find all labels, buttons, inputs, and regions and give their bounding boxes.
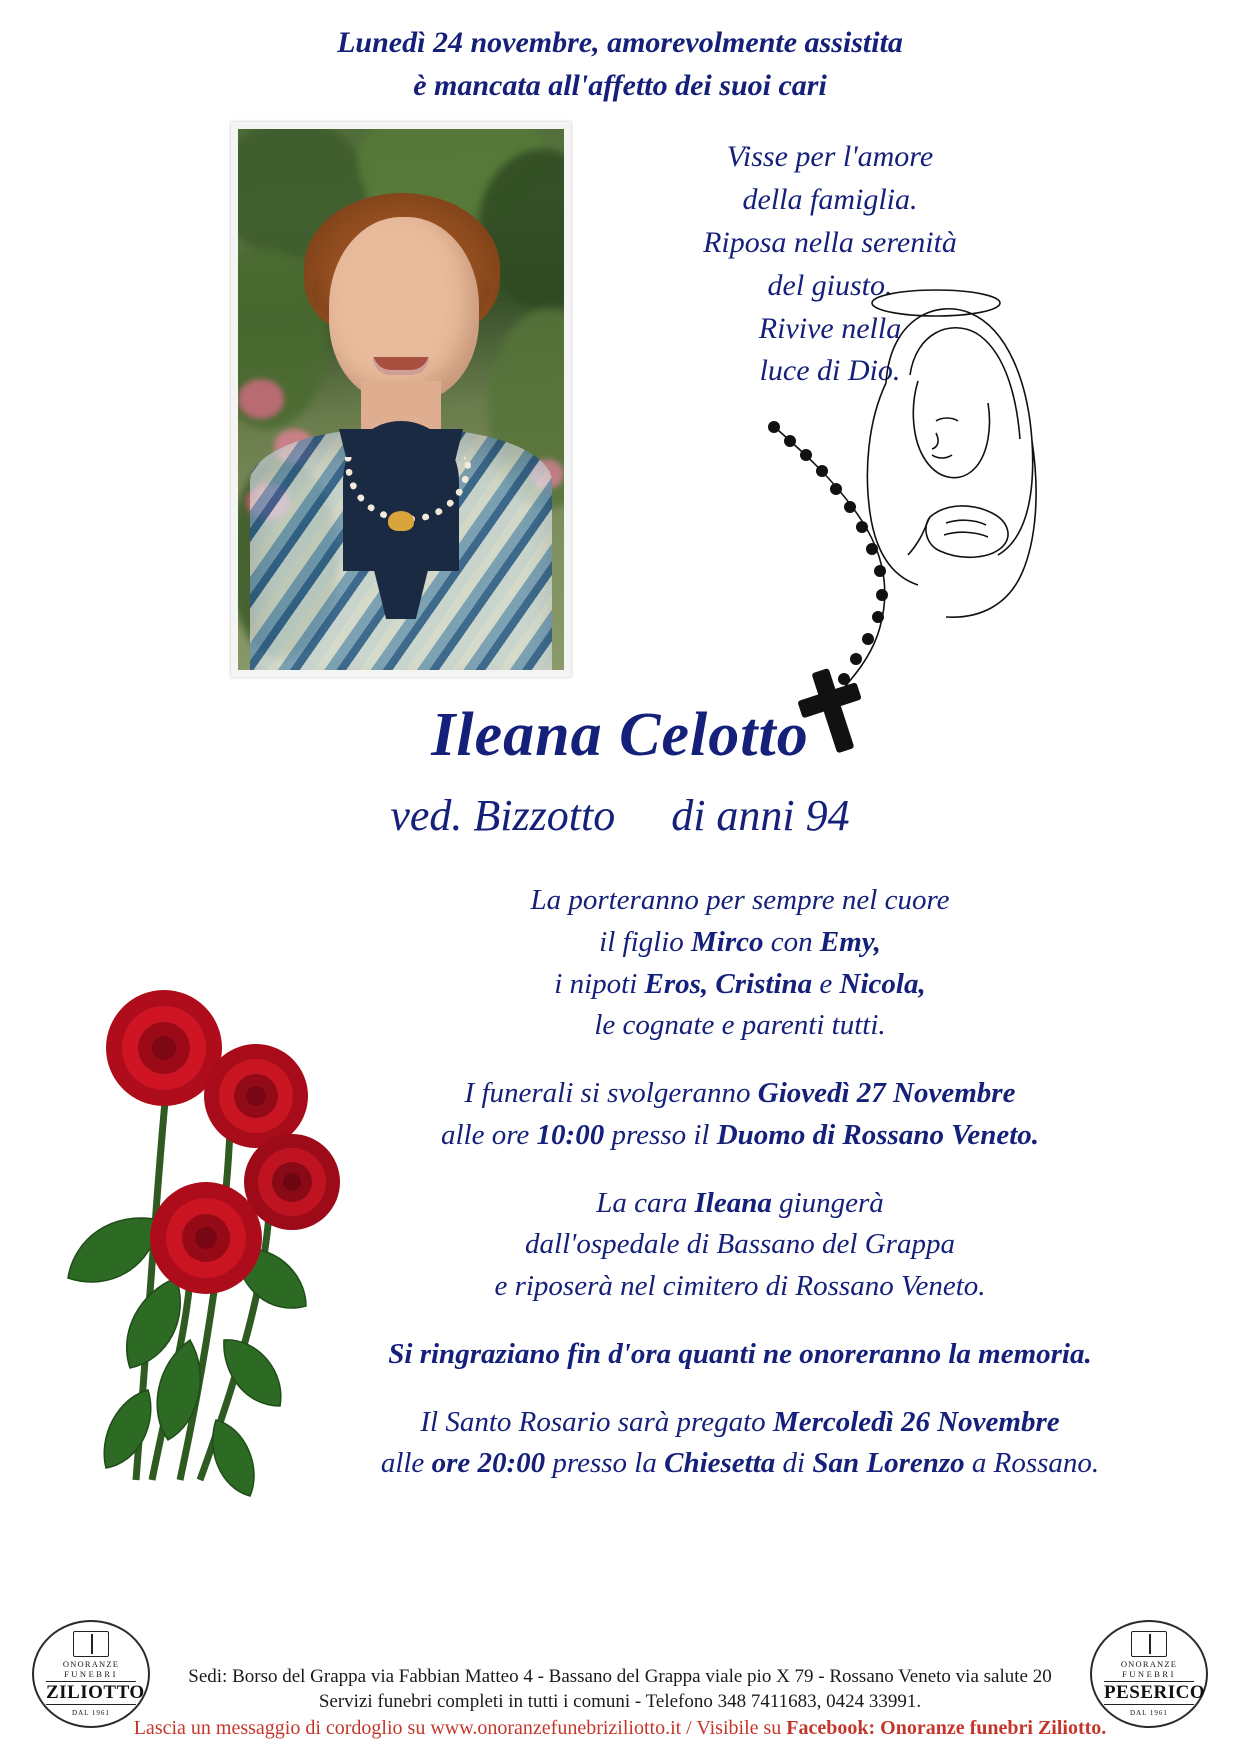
- widow-of: ved. Bizzotto: [390, 791, 616, 840]
- madonna-rosary-illustration: [740, 255, 1080, 755]
- family-grandchildren-2: Nicola,: [839, 967, 926, 1000]
- rosary-date: Mercoledì 26 Novembre: [772, 1405, 1060, 1438]
- logo-right-line-1: ONORANZE: [1120, 1659, 1178, 1669]
- funeral-date: Giovedì 27 Novembre: [757, 1077, 1016, 1109]
- verse-line-3: Riposa nella serenità: [703, 225, 957, 259]
- memorial-body: [340, 880, 1140, 1511]
- logo-right-line-2: FUNEBRI: [1122, 1669, 1176, 1679]
- family-line-4: le cognate e parenti tutti.: [594, 1009, 886, 1042]
- arrival-line-3: e riposerà nel cimitero di Rossano Veneto.: [494, 1270, 986, 1302]
- portrait-frame: [231, 122, 571, 677]
- verse-line-4: del giusto.: [767, 268, 893, 302]
- rosary-line-2-pre: alle: [380, 1447, 432, 1480]
- footer-line-1: Sedi: Borso del Grappa via Fabbian Matteo 4 - Bassano del Grappa viale pio X 79 - Rossano Veneto via salute 20: [188, 1666, 1052, 1688]
- portrait-photo: [238, 129, 564, 670]
- page-title: Ileana Celotto: [431, 701, 809, 769]
- footer-link-text: Lascia un messaggio di cordoglio su www.onoranzefunebriziliotto.it / Visibile su: [133, 1717, 787, 1739]
- thanks-line: Si ringraziano fin d'ora quanti ne onoreranno la memoria.: [388, 1337, 1092, 1370]
- arrival-paragraph: [340, 1183, 1140, 1308]
- footer-facebook[interactable]: Facebook: Onoranze funebri Ziliotto.: [786, 1717, 1107, 1739]
- logo-left-line-2: FUNEBRI: [64, 1669, 118, 1679]
- announcement-line-2: è mancata all'affetto dei suoi cari: [413, 68, 827, 102]
- family-line-1: La porteranno per sempre nel cuore: [530, 884, 950, 916]
- deceased-subtitle: [0, 790, 1240, 841]
- rosary-place: Chiesetta: [664, 1447, 776, 1480]
- logo-left-name: ZILIOTTO: [46, 1682, 145, 1703]
- verse-line-1: Visse per l'amore: [726, 140, 934, 173]
- rosary-paragraph: [340, 1402, 1140, 1486]
- thanks-paragraph: [340, 1334, 1140, 1376]
- rosary-saint: San Lorenzo: [812, 1447, 965, 1480]
- rosary-line-2-post: a Rossano.: [964, 1447, 1100, 1480]
- butterfly-brooch: [388, 511, 414, 531]
- verse-line-5: Rivive nella: [758, 311, 902, 345]
- age: di anni 94: [671, 791, 850, 840]
- arrival-line-1-pre: La cara: [596, 1186, 695, 1219]
- funeral-line-2-mid: presso il: [604, 1118, 717, 1151]
- halo-icon: [872, 290, 1000, 316]
- announcement-heading: [0, 22, 1240, 107]
- rosary-beads: [768, 421, 888, 685]
- family-line-3-mid: e: [812, 967, 840, 1000]
- family-paragraph: [340, 880, 1140, 1047]
- rosary-line-2-mid2: di: [775, 1447, 813, 1480]
- family-daughter-in-law: Emy,: [819, 925, 881, 958]
- family-grandchildren-1: Eros, Cristina: [644, 967, 813, 1000]
- family-line-2-mid: con: [763, 925, 820, 958]
- logo-right-since: DAL 1961: [1130, 1709, 1168, 1717]
- family-line-2-pre: il figlio: [599, 925, 691, 958]
- rosary-line-1-pre: Il Santo Rosario sarà pregato: [420, 1405, 773, 1438]
- veil-icon: [886, 309, 1033, 555]
- verse-line-6: luce di Dio.: [759, 354, 901, 388]
- footer-line-2: Servizi funebri completi in tutti i comuni - Telefono 348 7411683, 0424 33991.: [318, 1690, 922, 1712]
- face-icon: [913, 381, 989, 478]
- logo-left-line-1: ONORANZE: [62, 1659, 120, 1669]
- funeral-paragraph: [340, 1073, 1140, 1157]
- red-roses-illustration: [40, 920, 380, 1520]
- funeral-place: Duomo di Rossano Veneto.: [716, 1118, 1040, 1151]
- rosary-line-2-mid: presso la: [545, 1447, 665, 1480]
- funeral-time: 10:00: [536, 1118, 605, 1151]
- logo-left-since: DAL 1961: [72, 1709, 110, 1717]
- funeral-line-1-pre: I funerali si svolgeranno: [464, 1077, 758, 1109]
- footer-condolence-link[interactable]: [0, 1717, 1240, 1740]
- rosary-time: ore 20:00: [431, 1447, 546, 1480]
- verse-line-2: della famiglia.: [742, 182, 918, 216]
- arrival-line-2: dall'ospedale di Bassano del Grappa: [525, 1228, 955, 1261]
- family-line-3-pre: i nipoti: [554, 967, 645, 1000]
- book-icon: [1131, 1631, 1167, 1657]
- footer-addresses: [0, 1665, 1240, 1714]
- arrival-name: Ileana: [694, 1186, 772, 1219]
- book-icon: [73, 1631, 109, 1657]
- footer: [0, 1665, 1240, 1740]
- funeral-line-2-pre: alle ore: [440, 1118, 537, 1151]
- logo-right-name: PESERICO: [1104, 1682, 1206, 1703]
- arrival-line-1-post: giungerà: [771, 1186, 884, 1219]
- announcement-line-1: Lunedì 24 novembre, amorevolmente assistita: [337, 26, 903, 59]
- family-son: Mirco: [691, 925, 764, 958]
